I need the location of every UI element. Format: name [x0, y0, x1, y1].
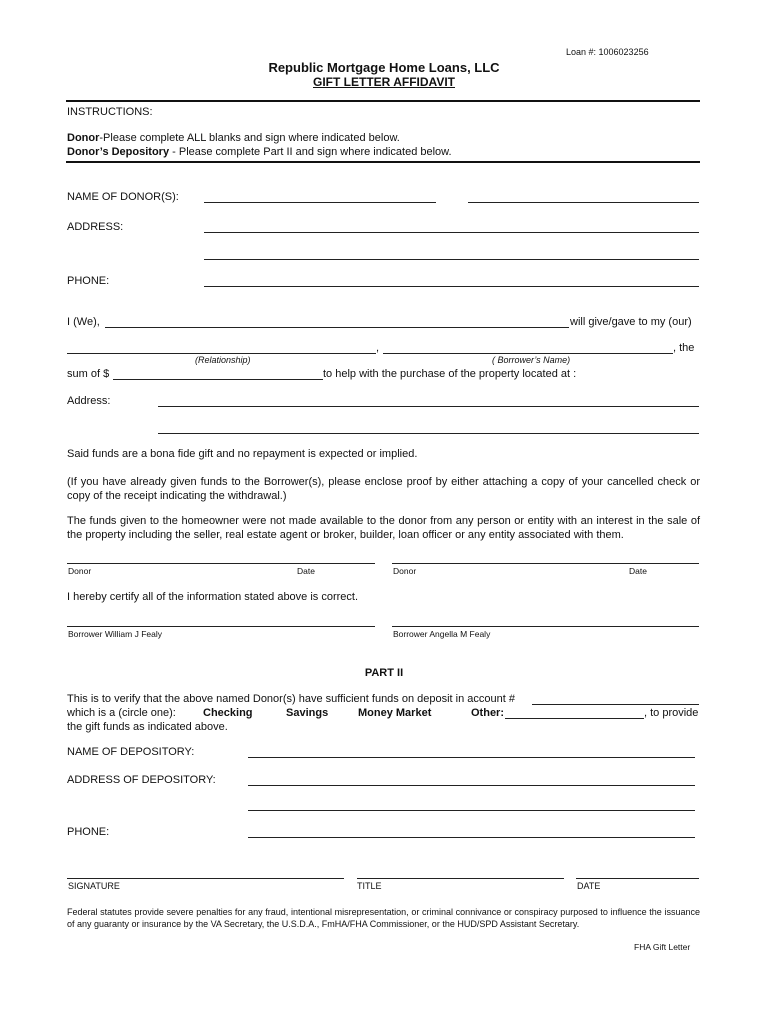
- depository-instruction: [67, 146, 452, 158]
- borrower-name-field[interactable]: [383, 353, 673, 354]
- relationship-field[interactable]: [67, 353, 376, 354]
- other-field[interactable]: [505, 718, 644, 719]
- instructions-heading: INSTRUCTIONS:: [67, 106, 153, 118]
- borrower-caption-2: Borrower Angella M Fealy: [393, 629, 491, 639]
- will-give-text: will give/gave to my (our): [570, 316, 692, 328]
- depository-title-line[interactable]: [357, 878, 564, 879]
- depository-name-label: NAME OF DEPOSITORY:: [67, 746, 195, 758]
- verify-text: This is to verify that the above named Donor(s) have sufficient funds on deposit in account #: [67, 693, 515, 705]
- top-rule: [66, 100, 700, 102]
- depository-signature-line[interactable]: [67, 878, 344, 879]
- sum-of-label: sum of $: [67, 368, 110, 380]
- donor-instruction-text: -Please complete ALL blanks and sign where indicated below.: [99, 132, 400, 144]
- certify-text: I hereby certify all of the information stated above is correct.: [67, 591, 359, 603]
- depository-name-field[interactable]: [248, 757, 695, 758]
- donor-signature-line-1[interactable]: [67, 563, 375, 564]
- to-provide-text: , to provide: [644, 707, 699, 719]
- title-caption: TITLE: [357, 881, 382, 891]
- signature-caption: SIGNATURE: [68, 881, 120, 891]
- part2-title: PART II: [364, 667, 404, 679]
- checking-option[interactable]: Checking: [203, 707, 253, 719]
- instructions-rule: [66, 161, 700, 163]
- funds-given-text: The funds given to the homeowner were not made available to the donor from any person or entity with an interest in the sale of the property including the seller, real estate agent or broker, builder, loan officer or any entity associated with them.: [67, 515, 700, 541]
- account-number-field[interactable]: [532, 704, 699, 705]
- donor-signature-line-2[interactable]: [392, 563, 699, 564]
- bona-fide-text: Said funds are a bona fide gift and no repayment is expected or implied.: [67, 448, 418, 460]
- donor-address-field-2[interactable]: [204, 259, 699, 260]
- donor-caption-1: Donor: [68, 566, 92, 576]
- borrower-name-caption: ( Borrower’s Name): [492, 355, 571, 365]
- property-address-field-1[interactable]: [158, 406, 699, 407]
- company-name: Republic Mortgage Home Loans, LLC: [268, 60, 500, 75]
- depository-instruction-text: - Please complete Part II and sign where indicated below.: [169, 146, 452, 158]
- date-caption-2: Date: [629, 566, 647, 576]
- date-caption: DATE: [577, 881, 601, 891]
- form-name: FHA Gift Letter: [634, 942, 691, 952]
- depository-phone-label: PHONE:: [67, 826, 110, 838]
- donor-caption-2: Donor: [393, 566, 417, 576]
- donor-address-field-1[interactable]: [204, 232, 699, 233]
- depository-instruction-label: Donor’s Depository: [67, 146, 170, 158]
- as-indicated-text: the gift funds as indicated above.: [67, 721, 228, 733]
- donor-instruction-label: Donor: [67, 132, 100, 144]
- comma-text: ,: [376, 342, 380, 354]
- giver-name-field[interactable]: [105, 327, 569, 328]
- iwe-label: I (We),: [67, 316, 100, 328]
- donor-address-label: ADDRESS:: [67, 221, 124, 233]
- depository-address-field-1[interactable]: [248, 785, 695, 786]
- the-text: , the: [673, 342, 695, 354]
- gift-amount-field[interactable]: [113, 379, 323, 380]
- borrower-caption-1: Borrower William J Fealy: [68, 629, 162, 639]
- form-title: GIFT LETTER AFFIDAVIT: [313, 75, 455, 89]
- other-option[interactable]: Other:: [471, 707, 504, 719]
- donor-name-label: NAME OF DONOR(S):: [67, 191, 179, 203]
- borrower-signature-line-1[interactable]: [67, 626, 375, 627]
- borrower-signature-line-2[interactable]: [392, 626, 699, 627]
- donor-phone-label: PHONE:: [67, 275, 110, 287]
- circle-one-text: which is a (circle one):: [67, 707, 176, 719]
- loan-number: Loan #: 1006023256: [566, 47, 649, 57]
- federal-statute-text: Federal statutes provide severe penalties for any fraud, intentional misrepresentation, or criminal connivance or conspiracy purposed to influence the issuance of any guaranty or insurance by the VA Secretary, the U.S.D.A., FmHA/FHA Commissioner, or the HUD/SPD Assistant Secretary.: [67, 907, 700, 929]
- savings-option[interactable]: Savings: [286, 707, 329, 719]
- donor-name-field-1[interactable]: [204, 202, 436, 203]
- depository-address-field-2[interactable]: [248, 810, 695, 811]
- to-help-text: to help with the purchase of the property located at :: [323, 368, 577, 380]
- money-market-option[interactable]: Money Market: [358, 707, 432, 719]
- property-address-label: Address:: [67, 395, 111, 407]
- date-caption-1: Date: [297, 566, 315, 576]
- depository-phone-field[interactable]: [248, 837, 695, 838]
- proof-text: (If you have already given funds to the Borrower(s), please enclose proof by either attaching a copy of your cancelled check or copy of the receipt indicating the withdrawal.): [67, 476, 700, 502]
- property-address-field-2[interactable]: [158, 433, 699, 434]
- depository-address-label: ADDRESS OF DEPOSITORY:: [67, 774, 216, 786]
- donor-instruction: [67, 132, 400, 144]
- relationship-caption: (Relationship): [195, 355, 251, 365]
- depository-date-line[interactable]: [576, 878, 699, 879]
- donor-phone-field[interactable]: [204, 286, 699, 287]
- donor-name-field-2[interactable]: [468, 202, 699, 203]
